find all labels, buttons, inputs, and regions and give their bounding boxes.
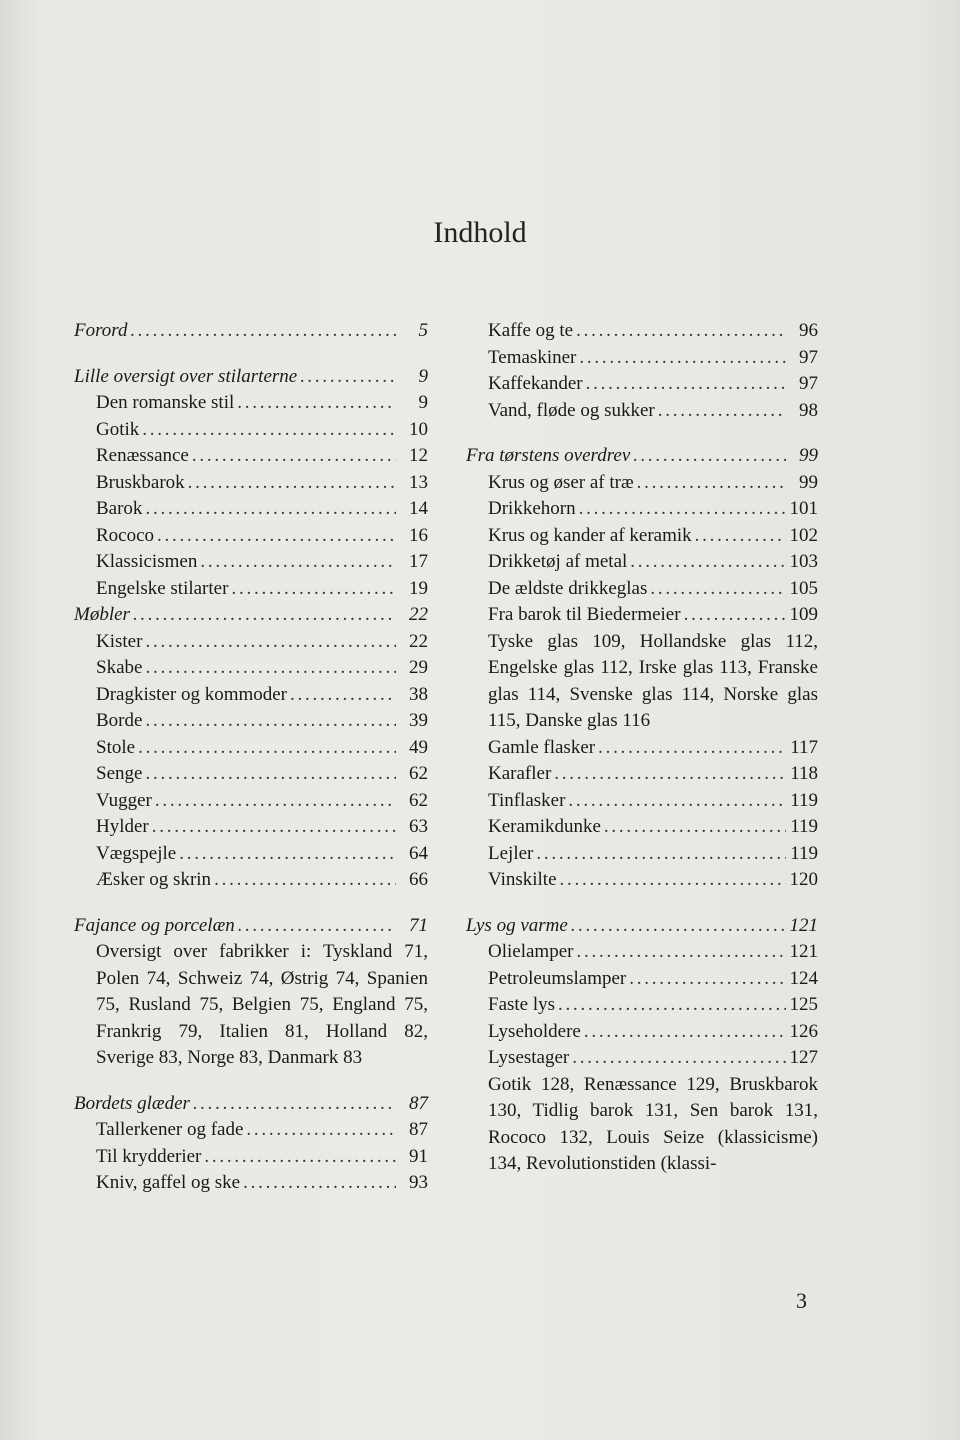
toc-entry-page: 120 bbox=[789, 869, 818, 890]
toc-entry bbox=[74, 523, 428, 550]
toc-entry-page: 19 bbox=[409, 577, 428, 599]
toc-entry-page: 126 bbox=[789, 1020, 818, 1042]
toc-entry-label: Tinflasker bbox=[488, 789, 566, 811]
toc-entry-page: 14 bbox=[409, 498, 428, 519]
dot-leader bbox=[571, 913, 786, 940]
toc-entry-label: Fajance og porcelæn bbox=[74, 914, 235, 936]
toc-left-column bbox=[74, 318, 428, 1197]
toc-entry-label: Kniv, gaffel og ske bbox=[96, 1172, 241, 1193]
toc-entry-label: Vand, fløde og sukker bbox=[488, 399, 655, 421]
toc-section-entry bbox=[74, 364, 428, 391]
dot-leader bbox=[243, 1170, 396, 1197]
toc-entry-page: 103 bbox=[789, 551, 818, 572]
toc-entry-label: Bordets glæder bbox=[74, 1092, 190, 1114]
dot-leader bbox=[145, 761, 396, 788]
toc-entry bbox=[74, 708, 428, 735]
dot-leader bbox=[290, 682, 396, 709]
toc-entry-label: Klassicismen bbox=[96, 551, 198, 572]
toc-entry-page: 5 bbox=[418, 320, 428, 341]
toc-entry bbox=[74, 496, 428, 523]
dot-leader bbox=[157, 523, 396, 550]
dot-leader bbox=[584, 1019, 786, 1046]
toc-entry bbox=[466, 398, 818, 425]
toc-entry bbox=[74, 417, 428, 444]
toc-entry-label: Senge bbox=[96, 763, 143, 784]
dot-leader bbox=[155, 788, 396, 815]
toc-entry-page: 49 bbox=[409, 736, 428, 758]
dot-leader bbox=[145, 708, 396, 735]
toc-entry bbox=[466, 602, 818, 629]
toc-subentry-list: Tyske glas 109, Hollandske glas 112, Engelske glas 112, Irske glas 113, Franske glas 114, Svenske glas 114, Norske glas 115, Danske glas 116 bbox=[488, 630, 818, 731]
toc-section-entry bbox=[74, 1091, 428, 1118]
section-spacer bbox=[466, 424, 818, 443]
toc-entry bbox=[466, 735, 818, 762]
dot-leader bbox=[536, 841, 786, 868]
toc-entry-label: Fra barok til Biedermeier bbox=[488, 604, 681, 625]
dot-leader bbox=[188, 470, 396, 497]
toc-entry bbox=[466, 939, 818, 966]
toc-entry-label: Krus og kander af keramik bbox=[488, 524, 692, 546]
toc-entry-label: Skabe bbox=[96, 657, 143, 678]
dot-leader bbox=[145, 655, 396, 682]
toc-entry-page: 124 bbox=[789, 967, 818, 989]
dot-leader bbox=[658, 398, 786, 425]
toc-entry-label: Gamle flasker bbox=[488, 736, 596, 758]
toc-entry-label: Temaskiner bbox=[488, 346, 577, 368]
toc-entry-label: Fra tørstens overdrev bbox=[466, 445, 631, 466]
toc-entry-label: Møbler bbox=[74, 604, 130, 625]
toc-entry bbox=[74, 788, 428, 815]
toc-entry-page: 17 bbox=[409, 551, 428, 572]
toc-entry-page: 62 bbox=[409, 763, 428, 784]
toc-entry-label: Drikketøj af metal bbox=[488, 551, 628, 572]
toc-section-entry bbox=[466, 913, 818, 940]
toc-entry-page: 10 bbox=[409, 418, 428, 440]
toc-entry-page: 109 bbox=[789, 604, 818, 625]
dot-leader bbox=[684, 602, 786, 629]
toc-entry bbox=[466, 496, 818, 523]
toc-entry-page: 87 bbox=[409, 1119, 428, 1140]
toc-entry bbox=[74, 655, 428, 682]
toc-entry bbox=[74, 735, 428, 762]
toc-entry-page: 91 bbox=[409, 1145, 428, 1167]
toc-entry bbox=[466, 318, 818, 345]
toc-entry-page: 63 bbox=[409, 816, 428, 837]
dot-leader bbox=[568, 788, 786, 815]
toc-entry-label: Dragkister og kommoder bbox=[96, 683, 288, 705]
toc-entry-page: 99 bbox=[799, 471, 818, 493]
toc-entry bbox=[74, 814, 428, 841]
toc-entry bbox=[74, 443, 428, 470]
dot-leader bbox=[695, 523, 786, 550]
toc-entry-page: 9 bbox=[418, 392, 428, 413]
toc-entry-label: Kister bbox=[96, 630, 143, 652]
toc-entry bbox=[74, 629, 428, 656]
toc-entry-page: 64 bbox=[409, 842, 428, 864]
dot-leader bbox=[598, 735, 786, 762]
dot-leader bbox=[630, 549, 785, 576]
toc-entry bbox=[466, 788, 818, 815]
toc-entry-page: 127 bbox=[789, 1047, 818, 1068]
toc-entry bbox=[466, 371, 818, 398]
page-number: 3 bbox=[796, 1288, 807, 1313]
dot-leader bbox=[576, 318, 786, 345]
toc-entry-page: 98 bbox=[799, 399, 818, 421]
toc-entry-label: Engelske stilarter bbox=[96, 577, 229, 599]
toc-entry-label: Hylder bbox=[96, 816, 149, 837]
dot-leader bbox=[560, 867, 786, 894]
toc-entry-label: Olielamper bbox=[488, 941, 574, 962]
toc-section-entry bbox=[74, 602, 428, 629]
toc-subentry-list: Gotik 128, Renæssance 129, Bruskbarok 130, Tidlig barok 131, Sen barok 131, Rococo 132, Louis Seize (klassicisme) 134, Revolutionstiden (klassi- bbox=[488, 1073, 818, 1174]
toc-entry-page: 117 bbox=[790, 736, 818, 758]
toc-entry-label: Borde bbox=[96, 710, 143, 731]
toc-section-entry bbox=[74, 913, 428, 940]
toc-entry-page: 16 bbox=[409, 524, 428, 546]
toc-entry bbox=[74, 867, 428, 894]
dot-leader bbox=[246, 1117, 396, 1144]
dot-leader bbox=[604, 814, 786, 841]
toc-entry-label: Den romanske stil bbox=[96, 392, 235, 413]
toc-entry-label: Lysestager bbox=[488, 1047, 570, 1068]
dot-leader bbox=[629, 966, 785, 993]
toc-entry-page: 105 bbox=[789, 577, 818, 599]
toc-entry-label: Kaffe og te bbox=[488, 320, 574, 341]
toc-entry-label: Lille oversigt over stilarterne bbox=[74, 365, 298, 387]
toc-entry-page: 119 bbox=[790, 789, 818, 811]
toc-entry-page: 71 bbox=[409, 914, 428, 936]
dot-leader bbox=[145, 629, 396, 656]
dot-leader bbox=[142, 417, 396, 444]
toc-entry bbox=[74, 841, 428, 868]
dot-leader bbox=[200, 549, 396, 576]
dot-leader bbox=[572, 1045, 785, 1072]
dot-leader bbox=[231, 576, 396, 603]
toc-entry-page: 121 bbox=[789, 914, 818, 936]
toc-entry-label: Kaffekander bbox=[488, 373, 583, 394]
toc-entry bbox=[466, 966, 818, 993]
section-spacer bbox=[466, 894, 818, 913]
toc-entry bbox=[74, 390, 428, 417]
toc-entry-page: 87 bbox=[409, 1092, 428, 1114]
toc-entry bbox=[466, 470, 818, 497]
toc-entry-label: Til krydderier bbox=[96, 1145, 202, 1167]
toc-section-entry bbox=[466, 443, 818, 470]
page-title: Indhold bbox=[433, 216, 527, 250]
toc-entry-label: Renæssance bbox=[96, 445, 189, 466]
toc-entry-label: Krus og øser af træ bbox=[488, 471, 634, 493]
toc-entry bbox=[466, 549, 818, 576]
toc-entry bbox=[466, 523, 818, 550]
dot-leader bbox=[576, 939, 785, 966]
dot-leader bbox=[554, 761, 786, 788]
dot-leader bbox=[579, 496, 786, 523]
toc-subentry-list: Oversigt over fabrikker i: Tyskland 71, Polen 74, Schweiz 74, Østrig 74, Spanien 75, Rusland 75, Belgien 75, England 75, Frankrig 79, Italien 81, Holland 82, Sverige 83, Norge 83, Danmark 83 bbox=[96, 941, 428, 1068]
toc-entry-label: Tallerkener og fade bbox=[96, 1119, 244, 1140]
toc-entry-page: 119 bbox=[790, 816, 818, 837]
dot-leader bbox=[637, 470, 786, 497]
toc-entry bbox=[466, 345, 818, 372]
toc-entry-label: De ældste drikkeglas bbox=[488, 577, 648, 599]
toc-entry-page: 93 bbox=[409, 1172, 428, 1193]
section-spacer bbox=[74, 345, 428, 364]
toc-entry bbox=[466, 867, 818, 894]
toc-entry-page: 102 bbox=[789, 524, 818, 546]
toc-entry bbox=[466, 841, 818, 868]
toc-entry-label: Vinskilte bbox=[488, 869, 557, 890]
dot-leader bbox=[586, 371, 786, 398]
toc-entry bbox=[466, 1019, 818, 1046]
toc-entry-page: 119 bbox=[790, 842, 818, 864]
toc-entry-page: 96 bbox=[799, 320, 818, 341]
dot-leader bbox=[179, 841, 396, 868]
toc-entry-label: Rococo bbox=[96, 524, 155, 546]
dot-leader bbox=[145, 496, 396, 523]
toc-entry-label: Lejler bbox=[488, 842, 534, 864]
toc-entry-label: Forord bbox=[74, 320, 128, 341]
toc-entry-page: 29 bbox=[409, 657, 428, 678]
toc-right-column bbox=[466, 318, 818, 1178]
toc-entry-label: Lyseholdere bbox=[488, 1020, 581, 1042]
dot-leader bbox=[204, 1144, 396, 1171]
toc-entry-page: 12 bbox=[409, 445, 428, 466]
toc-entry-label: Petroleumslamper bbox=[488, 967, 627, 989]
toc-entry-label: Stole bbox=[96, 736, 136, 758]
dot-leader bbox=[193, 1091, 396, 1118]
toc-entry-label: Gotik bbox=[96, 418, 140, 440]
toc-entry bbox=[74, 470, 428, 497]
toc-entry bbox=[74, 761, 428, 788]
toc-entry-page: 22 bbox=[409, 604, 428, 625]
dot-leader bbox=[558, 992, 785, 1019]
dot-leader bbox=[237, 390, 396, 417]
toc-entry-label: Barok bbox=[96, 498, 143, 519]
toc-entry-page: 62 bbox=[409, 789, 428, 811]
toc-entry-page: 97 bbox=[799, 346, 818, 368]
toc-entry-page: 13 bbox=[409, 471, 428, 493]
dot-leader bbox=[300, 364, 396, 391]
toc-entry bbox=[74, 682, 428, 709]
toc-entry-page: 22 bbox=[409, 630, 428, 652]
toc-entry bbox=[74, 576, 428, 603]
dot-leader bbox=[238, 913, 396, 940]
dot-leader bbox=[579, 345, 786, 372]
toc-entry-label: Æsker og skrin bbox=[96, 869, 212, 890]
toc-entry-label: Keramikdunke bbox=[488, 816, 601, 837]
section-spacer bbox=[74, 1072, 428, 1091]
dot-leader bbox=[633, 443, 786, 470]
toc-entry-label: Vugger bbox=[96, 789, 152, 811]
toc-entry bbox=[74, 1144, 428, 1171]
toc-entry-label: Drikkehorn bbox=[488, 498, 576, 519]
toc-entry-page: 66 bbox=[409, 869, 428, 890]
toc-entry-label: Vægspejle bbox=[96, 842, 177, 864]
toc-entry bbox=[74, 549, 428, 576]
toc-entry-label: Karafler bbox=[488, 763, 552, 784]
dot-leader bbox=[130, 318, 396, 345]
toc-entry-page: 118 bbox=[790, 763, 818, 784]
toc-entry-page: 121 bbox=[789, 941, 818, 962]
toc-entry-label: Bruskbarok bbox=[96, 471, 185, 493]
dot-leader bbox=[192, 443, 396, 470]
toc-entry bbox=[466, 814, 818, 841]
toc-entry bbox=[466, 761, 818, 788]
toc-entry-label: Faste lys bbox=[488, 994, 556, 1015]
toc-entry-page: 101 bbox=[789, 498, 818, 519]
toc-entry bbox=[74, 1117, 428, 1144]
dot-leader bbox=[133, 602, 396, 629]
toc-entry-page: 9 bbox=[418, 365, 428, 387]
toc-entry-page: 125 bbox=[789, 994, 818, 1015]
dot-leader bbox=[138, 735, 396, 762]
toc-entry-page: 38 bbox=[409, 683, 428, 705]
toc-entry bbox=[466, 576, 818, 603]
dot-leader bbox=[214, 867, 396, 894]
toc-section-entry bbox=[74, 318, 428, 345]
dot-leader bbox=[650, 576, 785, 603]
toc-entry bbox=[74, 1170, 428, 1197]
section-spacer bbox=[74, 894, 428, 913]
toc-entry-page: 97 bbox=[799, 373, 818, 394]
toc-entry bbox=[466, 1045, 818, 1072]
toc-entry-page: 99 bbox=[799, 445, 818, 466]
toc-entry bbox=[466, 992, 818, 1019]
dot-leader bbox=[152, 814, 396, 841]
toc-entry-label: Lys og varme bbox=[466, 914, 568, 936]
toc-entry-page: 39 bbox=[409, 710, 428, 731]
